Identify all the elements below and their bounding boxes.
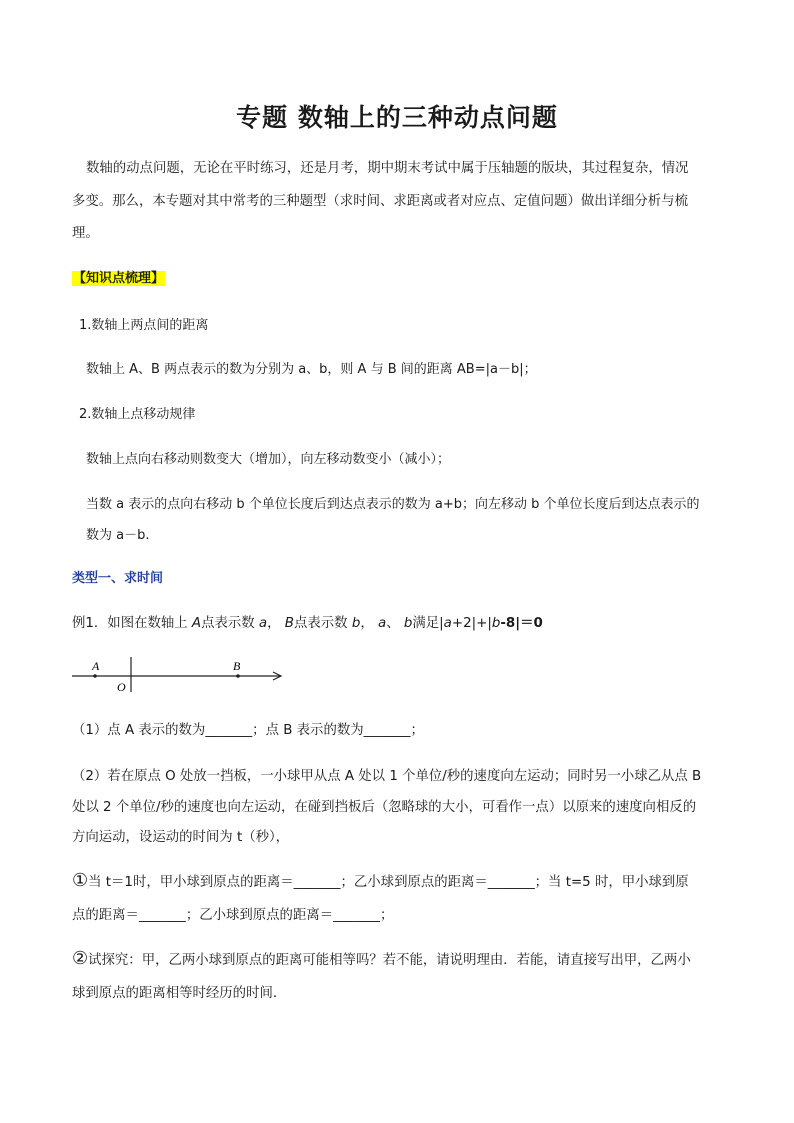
example-1-statement: 例1．如图在数轴上 A点表示数 a， B点表示数 b， a、 b满足|a+2|+|b-8|＝0 [72, 616, 543, 631]
question-2-line-2: 处以 2 个单位/秒的速度也向左运动，在碰到挡板后（忽略球的大小，可看作一点）以原来的速度向相反的 [72, 800, 697, 815]
point-b-dot [236, 674, 240, 678]
number-line-figure [70, 652, 290, 700]
knowledge-2-body-1: 数轴上点向右移动则数变大（增加），向左移动数变小（减小）； [86, 452, 451, 467]
page-title: 专题 数轴上的三种动点问题 [236, 103, 558, 132]
intro-line-2: 多变。那么，本专题对其中常考的三种题型（求时间、求距离或者对应点、定值问题）做出详细分析与梳 [72, 194, 688, 209]
question-2-part-1-line-2: 点的距离＝_______；乙小球到原点的距离＝_______； [72, 908, 394, 923]
origin-label: O [117, 680, 126, 694]
point-a-label: A [92, 659, 100, 673]
question-2-line-1: （2）若在原点 O 处放一挡板，一小球甲从点 A 处以 1 个单位/秒的速度向左运动；同时另一小球乙从点 B [72, 769, 702, 784]
type-1-heading: 类型一、求时间 [72, 571, 164, 586]
intro-line-1: 数轴的动点问题，无论在平时练习，还是月考，期中期末考试中属于压轴题的版块，其过程复杂，情况 [86, 161, 689, 176]
question-2-part-1-line-1: ①当 t＝1时，甲小球到原点的距离＝_______；乙小球到原点的距离＝_______；当 t=5 时，甲小球到原 [72, 870, 689, 891]
question-1: （1）点 A 表示的数为_______；点 B 表示的数为_______； [72, 723, 424, 738]
knowledge-2-body-2: 当数 a 表示的点向右移动 b 个单位长度后到达点表示的数为 a+b；向左移动 b 个单位长度后到达点表示的 [86, 497, 700, 512]
knowledge-2-body-3: 数为 a－b. [86, 528, 150, 543]
point-a-dot [93, 674, 97, 678]
intro-line-3: 理。 [72, 226, 99, 241]
knowledge-1-body: 数轴上 A、B 两点表示的数为分别为 a、b，则 A 与 B 间的距离 AB=|a－b|； [86, 362, 537, 377]
knowledge-2-title: 2.数轴上点移动规律 [79, 407, 196, 422]
point-b-label: B [233, 659, 241, 673]
section-knowledge-heading: 【知识点梳理】 [73, 271, 165, 286]
question-2-part-2-line-2: 球到原点的距离相等时经历的时间． [72, 986, 287, 1001]
question-2-part-2-line-1: ②试探究：甲，乙两小球到原点的距离可能相等吗？若不能，请说明理由．若能，请直接写出甲，乙两小 [72, 948, 691, 969]
question-2-line-3: 方向运动，设运动的时间为 t（秒）， [72, 830, 290, 845]
knowledge-1-title: 1.数轴上两点间的距离 [79, 318, 209, 333]
